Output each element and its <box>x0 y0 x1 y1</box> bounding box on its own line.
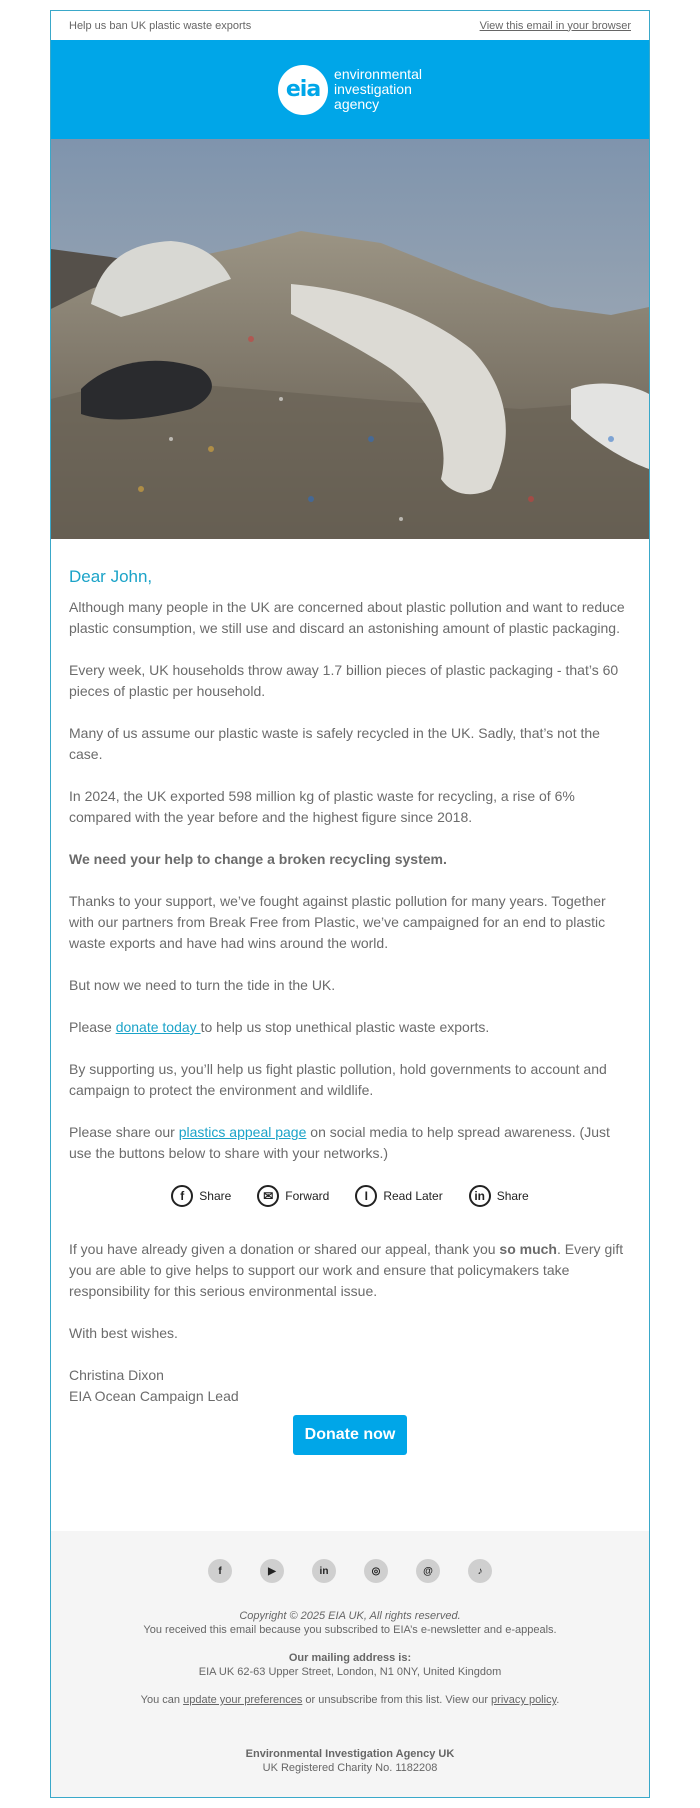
email-body <box>51 539 649 1455</box>
share-bar <box>69 1185 631 1207</box>
signature-title: EIA Ocean Campaign Lead <box>69 1388 239 1404</box>
paragraph-11-text-end: . Every gift you are able to give helps to support our work and ensure that policymakers take responsibility for this serious environmental issue. <box>69 1241 624 1299</box>
donate-wrapper <box>69 1415 631 1455</box>
paragraph-8 <box>69 1017 631 1038</box>
privacy-policy-link[interactable]: privacy policy <box>491 1694 557 1706</box>
paragraph-11-bold: so much <box>499 1241 557 1257</box>
paragraph-8-text-end: to help us stop unethical plastic waste exports. <box>200 1019 490 1035</box>
plastic-waste-illustration <box>51 139 649 539</box>
paragraph-1: Although many people in the UK are concerned about plastic pollution and want to reduce plastic consumption, we still use and discard an astonishing amount of plastic packaging. <box>69 599 625 636</box>
forward-button[interactable] <box>257 1185 329 1207</box>
forward-mail-icon: ✉ <box>257 1185 279 1207</box>
read-later-button[interactable] <box>355 1185 442 1207</box>
logo-band <box>51 40 649 139</box>
email-frame <box>50 10 650 1798</box>
paragraph-4: In 2024, the UK exported 598 million kg of plastic waste for recycling, a rise of 6% compared with the year before and the highest figure since 2018. <box>69 788 575 825</box>
paragraph-11-text-start: If you have already given a donation or shared our appeal, thank you <box>69 1241 500 1257</box>
linkedin-icon: in <box>469 1185 491 1207</box>
facebook-icon: f <box>171 1185 193 1207</box>
share-linkedin-button[interactable] <box>469 1185 529 1207</box>
prefs-text-end: . <box>556 1694 560 1706</box>
charity-number: UK Registered Charity No. 1182208 <box>262 1762 438 1774</box>
paragraph-11 <box>69 1239 631 1302</box>
facebook-icon[interactable]: f <box>208 1559 232 1583</box>
paragraph-3: Many of us assume our plastic waste is safely recycled in the UK. Sadly, that’s not the case. <box>69 725 600 762</box>
copyright: Copyright © 2025 EIA UK, All rights reserved. <box>239 1610 461 1622</box>
closing: With best wishes. <box>69 1325 178 1341</box>
preferences-line <box>51 1693 649 1707</box>
footer-legal <box>51 1609 649 1637</box>
prefs-text-start: You can <box>140 1694 184 1706</box>
mailing-block <box>51 1651 649 1679</box>
instagram-icon[interactable]: ◎ <box>364 1559 388 1583</box>
donate-now-button[interactable]: Donate now <box>293 1415 408 1455</box>
threads-icon[interactable]: @ <box>416 1559 440 1583</box>
paragraph-5-bold: We need your help to change a broken recycling system. <box>69 851 447 867</box>
mailing-address: EIA UK 62-63 Upper Street, London, N1 0NY, United Kingdom <box>198 1666 502 1678</box>
email-footer <box>51 1531 649 1797</box>
eia-logo-wordmark <box>334 67 422 112</box>
logo-line-2: investigation <box>334 81 412 97</box>
read-later-icon: I <box>355 1185 377 1207</box>
paragraph-10-text-start: Please share our <box>69 1124 179 1140</box>
share-linkedin-label: Share <box>496 1189 529 1203</box>
eia-logo[interactable] <box>278 65 422 115</box>
donate-today-link[interactable]: donate today <box>115 1019 201 1035</box>
plastics-appeal-page-link[interactable]: plastics appeal page <box>178 1124 307 1140</box>
preheader-text: Help us ban UK plastic waste exports <box>69 19 252 32</box>
paragraph-10 <box>69 1122 631 1164</box>
paragraph-7: But now we need to turn the tide in the UK. <box>69 977 336 993</box>
subscription-reason: You received this email because you subscribed to EIA’s e-newsletter and e-appeals. <box>143 1624 557 1636</box>
view-in-browser-link[interactable]: View this email in your browser <box>479 19 631 32</box>
forward-label: Forward <box>285 1189 330 1203</box>
hero-image-plastic-waste <box>51 139 649 539</box>
greeting: Dear John, <box>69 567 153 586</box>
youtube-icon[interactable]: ▶ <box>260 1559 284 1583</box>
org-block <box>51 1747 649 1775</box>
paragraph-9: By supporting us, you’ll help us fight plastic pollution, hold governments to account and campaign to protect the environment and wildlife. <box>69 1061 607 1098</box>
mailing-heading: Our mailing address is: <box>288 1652 412 1664</box>
update-preferences-link[interactable]: update your preferences <box>183 1694 303 1706</box>
paragraph-8-text-start: Please <box>69 1019 116 1035</box>
share-facebook-button[interactable] <box>171 1185 231 1207</box>
paragraph-2: Every week, UK households throw away 1.7 billion pieces of plastic packaging - that’s 60 pieces of plastic per household. <box>69 662 619 699</box>
logo-line-3: agency <box>334 96 380 112</box>
tiktok-icon[interactable]: ♪ <box>468 1559 492 1583</box>
paragraph-6: Thanks to your support, we’ve fought against plastic pollution for many years. Together with our partners from Break Free from Plastic, we’ve campaigned for an end to plastic waste exports and have had wins around the world. <box>69 893 606 951</box>
paragraph-10-text-end: on social media to help spread awareness. (Just use the buttons below to share with your networks.) <box>69 1124 610 1161</box>
org-name: Environmental Investigation Agency UK <box>245 1748 455 1760</box>
eia-logo-mark: eia <box>278 65 328 115</box>
signature-name: Christina Dixon <box>69 1367 164 1383</box>
prefs-text-middle: or unsubscribe from this list. View our <box>302 1694 492 1706</box>
linkedin-icon[interactable]: in <box>312 1559 336 1583</box>
social-links <box>51 1559 649 1583</box>
share-facebook-label: Share <box>199 1189 232 1203</box>
read-later-label: Read Later <box>383 1189 443 1203</box>
preheader <box>51 11 649 40</box>
logo-line-1: environmental <box>334 66 422 82</box>
